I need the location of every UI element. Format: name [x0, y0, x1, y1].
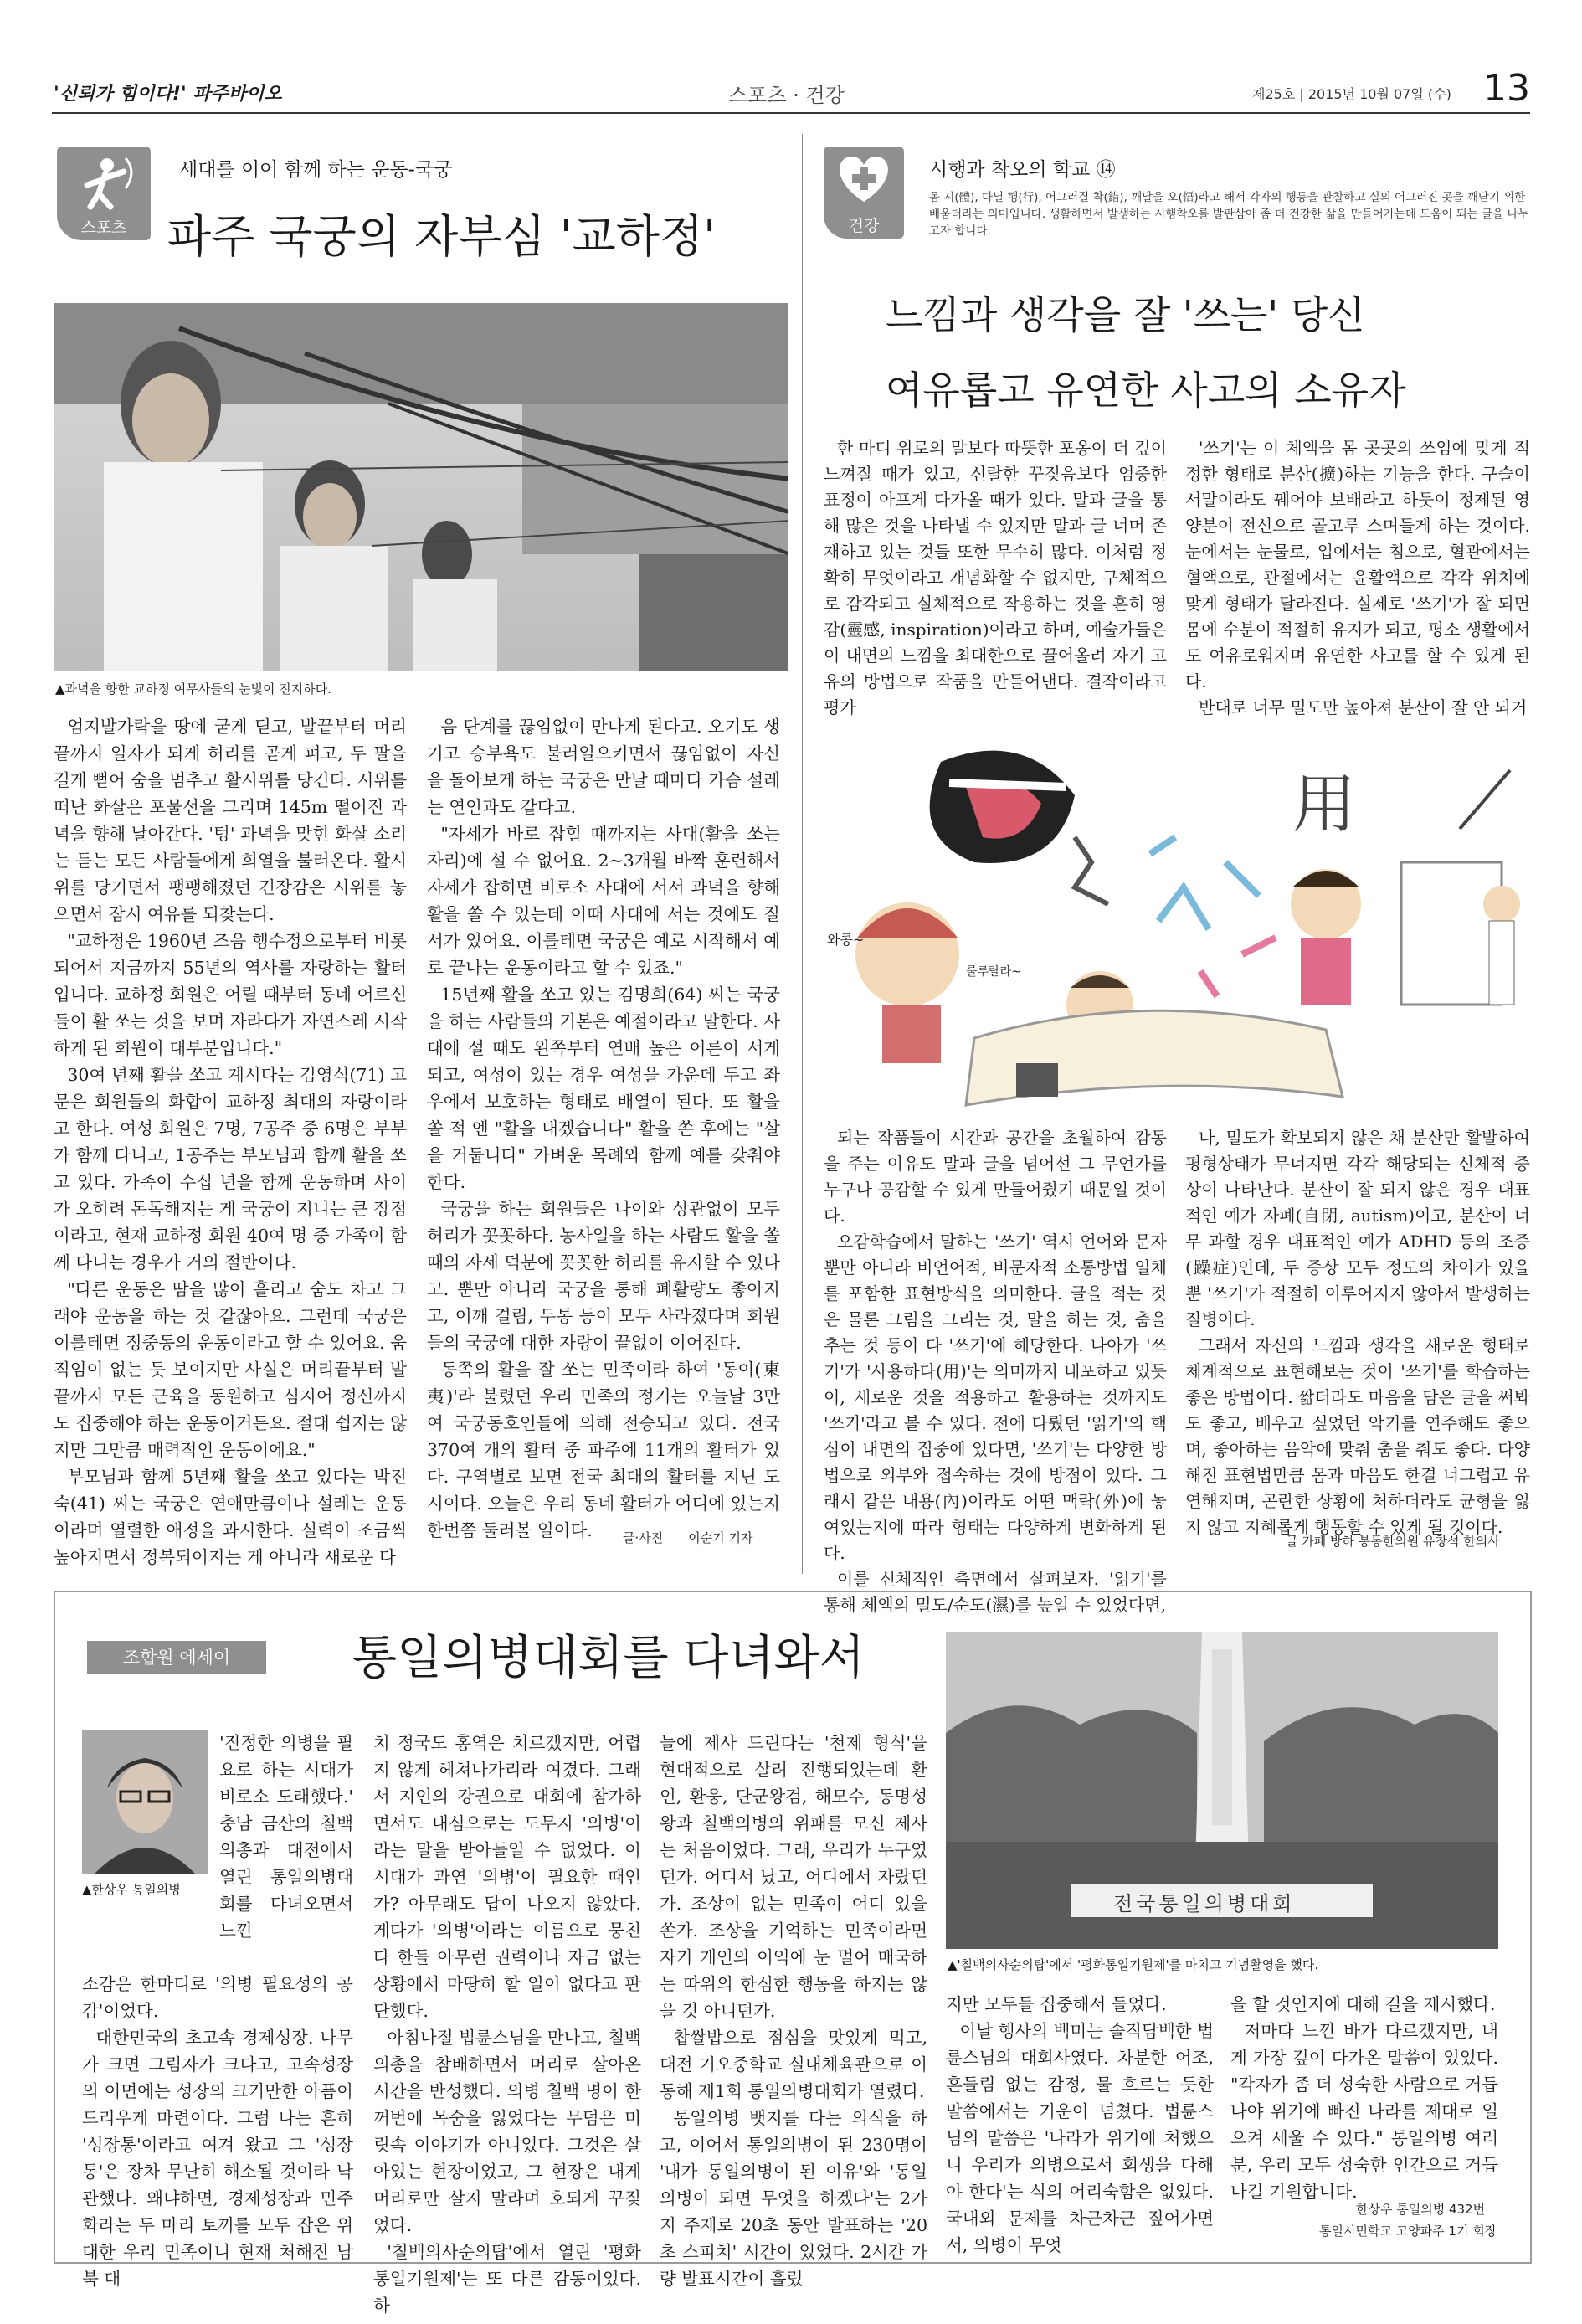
essay-column-3	[660, 1730, 927, 2292]
archer-icon	[57, 147, 151, 213]
health-column-2	[1185, 435, 1530, 721]
essay-column-5	[1230, 1991, 1498, 2205]
essay-headline: 통일의병대회를 다녀와서	[352, 1631, 865, 1685]
health-intro: 몸 시(體), 다닐 행(行), 어그러질 착(錯), 깨달을 오(悟)라고 해서 각자의 행동을 관찰하고 실의 어그러진 곳을 깨닫기 위한 배움터라는 의미입니다. 생활하면서 발생하는 시행착오를 발판삼아 좀 더 건강한 삶을 만들어가는데 도움이 되는 글을 나누고자 합니다.	[929, 191, 1529, 238]
sports-paragraph: 15년째 활을 쏘고 있는 김명희(64) 씨는 국궁을 하는 사람들의 기본은 예절이라고 말한다. 사대에 설 때도 왼쪽부터 연배 높은 어른이 서게 되고, 여성이 있는 경우 여성을 가운데 두고 좌우에서 보호하는 형태로 배열이 된다. 또 활을 쏠 적 엔 "활을 내겠습니다" 활을 쏜 후에는 "살을 거둡니다" 가벼운 목례와 함께 예를 갖춰야 한다.	[427, 985, 780, 1192]
essay-paragraph: 늘에 제사 드린다는 '천제 형식'을 현대적으로 살려 진행되었는데 환인, 환웅, 단군왕검, 해모수, 동명성왕과 칠백의병의 위패를 모신 제사는 처음이었다. 그래, 우리가 누구였던가. 어디서 났고, 어디에서 자랐던가. 조상이 없는 민족이 어디 있을 쏜가. 조상을 기억하는 민족이라면 자기 개인의 이익에 눈 멀어 매국하는 따위의 한심한 행동을 하지는 않을 것 아니던가.	[660, 1733, 927, 2021]
essay-signature-2: 통일시민학교 고양파주 1기 회장	[1319, 2224, 1497, 2239]
sports-column-1	[54, 713, 407, 1571]
essay-paragraph: 을 할 것인지에 대해 길을 제시했다.	[1230, 1994, 1496, 2014]
health-column-3	[824, 1125, 1167, 1618]
essay-paragraph: 치 정국도 홍역은 치르겠지만, 어렵지 않게 헤쳐나가리라 여겼다. 그래서 지인의 강권으로 대회에 참가하면서도 내심으로는 도무지 '의병'이라는 말을 받아들일 수 없었다. 이 시대가 과연 '의병'이 필요한 때인가? 아무래도 답이 나오지 않았다. 게다가 '의병'이라는 이름으로 뭉친다 한들 아무런 권력이나 자금 없는 상황에서 마땅히 할 일이 없다고 판단했다.	[373, 1733, 641, 2021]
sports-headline: 파주 국궁의 자부심 '교하정'	[167, 210, 716, 263]
essay-signature-1: 한상우 통일의병 432번	[1356, 2202, 1486, 2217]
writing-illustration	[824, 737, 1530, 1113]
health-paragraph: 오감학습에서 말하는 '쓰기' 역시 언어와 문자뿐만 아니라 비언어적, 비문자적 소통방법 일체를 포함한 표현방식을 의미한다. 글을 적는 것은 물론 그림을 그리는 것, 말을 하는 것, 춤을 추는 것 등이 다 '쓰기'에 해당한다. 나아가 '쓰기'가 '사용하다(用)'는 의미까지 내포하고 있듯이, 새로운 것을 적용하고 활용하는 것까지도 '쓰기'라고 볼 수 있다. 전에 다뤘던 '읽기'의 핵심이 내면의 집중에 있다면, '쓰기'는 다양한 방법으로 외부와 접속하는 것에 방점이 있다. 그래서 같은 내용(內)이라도 어떤 맥락(外)에 놓여있는지에 따라 형태는 다양하게 변화하게 된다.	[824, 1231, 1167, 1563]
sports-paragraph: 부모님과 함께 5년째 활을 쏘고 있다는 박진숙(41) 씨는 국궁은 연애만큼이나 설레는 운동이라며 열렬한 애정을 과시한다. 실력이 조금씩 높아지면서 정복되어지는 게 아니라 새로운 다	[54, 1467, 407, 1567]
health-paragraph: 되는 작품들이 시간과 공간을 초월하여 감동을 주는 이유도 말과 글을 넘어선 그 무언가를 누구나 공감할 수 있게 만들어줬기 때문일 것이다.	[824, 1128, 1167, 1226]
archery-photo-caption: ▲과녁을 향한 교하정 여무사들의 눈빛이 진지하다.	[55, 681, 331, 697]
health-paragraph: 한 마디 위로의 말보다 따뜻한 포옹이 더 깊이 느껴질 때가 있고, 신랄한 꾸짖음보다 엄중한 표정이 아프게 다가올 때가 있다. 말과 글을 통해 많은 것을 나타낼 수 있지만 말과 글 너머 존재하고 있는 것들 또한 무수히 많다. 이처럼 정확히 무엇이라고 개념화할 수 없지만, 구체적으로 감각되고 실체적으로 작용하는 것을 흔히 영감(靈感, inspiration)이라고 하며, 예술가들은 이 내면의 느낌을 최대한으로 끌어올려 자기 고유의 방법으로 작품을 만들어낸다. 결작이라고 평가	[824, 438, 1167, 717]
rally-group-photo	[946, 1632, 1498, 1949]
sports-badge-label: 스포츠	[80, 219, 127, 237]
health-badge-label: 건강	[848, 217, 880, 235]
essay-paragraph: '진정한 의병을 필요로 하는 시대가 비로소 도래했다.' 충남 금산의 칠백의총과 대전에서 열린 통일의병대회를 다녀오면서 느낀	[219, 1733, 353, 1941]
sports-paragraph: 동쪽의 활을 잘 쏘는 민족이라 하여 '동이(東夷)'라 불렸던 우리 민족의 정기는 오늘날 3만여 국궁동호인들에 의해 전승되고 있다. 전국 370여 개의 활터 중 파주에 11개의 활터가 있다. 구역별로 보면 전국 최대의 활터를 지닌 도시이다. 오늘은 우리 동네 활터가 어디에 있는지 한번쯤 둘러볼 일이다.	[427, 1360, 780, 1540]
rally-photo-caption: ▲'칠백의사순의탑'에서 '평화통일기원제'를 마치고 기념촬영을 했다.	[948, 1957, 1319, 1972]
author-portrait-caption: ▲한상우 통일의병	[82, 1882, 181, 1897]
essay-paragraph: 이날 행사의 백미는 솔직담백한 법륜스님의 대회사였다. 차분한 어조, 흔들림 없는 감정, 물 흐르는 듯한 말씀에서는 기운이 넘쳤다. 법륜스님의 말씀은 '나라가 위기에 처했으니 우리가 의병으로서 회생을 다해야 한다'는 식의 어리숙함은 없었다. 국내외 문제를 차근차근 짚어가면서, 의병이 무엇	[946, 2021, 1214, 2255]
essay-paragraph: 소감은 한마디로 '의병 필요성의 공감'이었다.	[82, 1974, 353, 2021]
health-paragraph: 이를 신체적인 측면에서 살펴보자. '읽기'를 통해 체액의 밀도/순도(濕)를 높일 수 있었다면,	[824, 1569, 1167, 1615]
essay-paragraph: 찹쌀밥으로 점심을 맛있게 먹고, 대전 기오중학교 실내체육관으로 이동해 제1회 통일의병대회가 열렸다.	[660, 2028, 927, 2101]
sports-kicker: 세대를 이어 함께 하는 운동-국궁	[179, 159, 453, 181]
masthead-slogan: '신뢰가 힘이다!' 파주바이오	[54, 84, 282, 105]
health-byline: 글 카페 방하 봉동한의원 유창석 한의사	[1286, 1534, 1500, 1549]
sports-paragraph: "자세가 바로 잡힐 때까지는 사대(활을 쏘는 자리)에 설 수 없어요. 2~3개월 바짝 훈련해서 자세가 잡히면 비로소 사대에 서서 과녁을 향해 활을 쏠 수 있는데 이때 사대에 서는 것에도 질서가 있어요. 이를테면 국궁은 예로 시작해서 예로 끝나는 운동이라고 할 수 있죠."	[427, 824, 780, 978]
essay-paragraph: 저마다 느낀 바가 다르겠지만, 내게 가장 깊이 다가온 말씀이 있었다. "각자가 좀 더 성숙한 사람으로 거듭나야 위기에 빠진 나라를 제대로 일으켜 세울 수 있다." 통일의병 여러분, 우리 모두 성숙한 인간으로 거듭나길 기원합니다.	[1230, 2021, 1498, 2202]
sports-byline: 글·사진 이순기 기자	[623, 1530, 753, 1545]
illustration-laugh-text: 와콩~	[827, 932, 865, 948]
health-headline-2: 여유롭고 유연한 사고의 소유자	[886, 368, 1406, 413]
health-paragraph: 나, 밀도가 확보되지 않은 채 분산만 활발하여 평형상태가 무너지면 각각 해당되는 신체적 증상이 나타난다. 분산이 잘 되지 않은 경우 대표적인 예가 자폐(自閉, autism)이고, 분산이 너무 과할 경우 대표적인 예가 ADHD 등의 조증(躁症)인데, 두 증상 모두 정도의 차이가 있을 뿐 '쓰기'가 적절히 이루어지지 않아서 발생하는 질병이다.	[1185, 1128, 1530, 1329]
masthead-rule	[52, 112, 1530, 114]
sports-paragraph: 엄지발가락을 땅에 굳게 딛고, 발끝부터 머리끝까지 일자가 되게 허리를 곧게 펴고, 두 팔을 길게 뻗어 숨을 멈추고 활시위를 당긴다. 시위를 떠난 화살은 포물선을 그리며 145m 떨어진 과녁을 향해 날아간다. '텅' 과녁을 맞힌 화살 소리는 듣는 모든 사람들에게 희열을 불러온다. 활시위를 당기면서 팽팽해졌던 긴장감은 시위를 놓으면서 잠시 여유를 되찾는다.	[54, 717, 407, 924]
sports-paragraph: 음 단계를 끊임없이 만나게 된다고. 오기도 생기고 승부욕도 불러일으키면서 끊임없이 자신을 돌아보게 하는 국궁은 만날 때마다 가슴 설레는 연인과도 같다고.	[427, 717, 780, 817]
essay-paragraph: 대한민국의 초고속 경제성장. 나무가 크면 그림자가 크다고, 고속성장의 이면에는 성장의 크기만한 아픔이 드리우게 마련이다. 그럼 나는 흔히 '성장통'이라고 여겨 왔고 그 '성장통'은 장차 무난히 해소될 것이라 낙관했다. 왜냐하면, 경제성장과 민주화라는 두 마리 토끼를 모두 잡은 위대한 우리 민족이니 현재 처해진 남북 대	[82, 2028, 353, 2289]
essay-column-4	[946, 1991, 1214, 2259]
essay-paragraph: '칠백의사순의탑'에서 열린 '평화통일기원제'는 또 다른 감동이었다. 하	[373, 2242, 641, 2316]
archery-photo	[54, 303, 788, 671]
rally-banner-text: 전국통일의병대회	[1113, 1892, 1296, 1915]
health-paragraph: '쓰기'는 이 체액을 몸 곳곳의 쓰임에 맞게 적정한 형태로 분산(擴)하는 기능을 한다. 구슬이 서말이라도 꿰어야 보배라고 하듯이 정제된 영양분이 전신으로 골고루 스며들게 하는 것이다. 눈에서는 눈물로, 입에서는 침으로, 혈관에서는 혈액으로, 관절에서는 윤활액으로 각각 위치에 맞게 형태가 달라진다. 실제로 '쓰기'가 잘 되면 몸에 수분이 적절히 유지가 되고, 평소 생활에서도 여유로워지며 유연한 사고를 할 수 있게 된다.	[1185, 438, 1530, 692]
illustration-rabbit-text: 룰루랄라~	[966, 965, 1021, 979]
essay-paragraph: 지만 모두들 집중해서 들었다.	[946, 1994, 1167, 2014]
health-column-1	[824, 435, 1167, 721]
health-badge	[824, 147, 904, 239]
sports-paragraph: 30여 년째 활을 쏘고 계시다는 김영식(71) 고문은 회원들의 화합이 교하정 최대의 자랑이라고 한다. 여성 회원은 7명, 7공주 중 6명은 부부가 함께 다니고, 1공주는 부모님과 함께 활을 쏘고 있다. 가족이 수십 년을 함께 운동하며 사이가 오히려 돈독해지는 게 국궁이 지니는 큰 장점이라고, 현재 교하정 회원 40여 명 중 가족이 함께 다니는 경우가 거의 절반이다.	[54, 1065, 407, 1273]
column-divider	[802, 134, 803, 1574]
author-portrait-image	[82, 1730, 208, 1874]
issue-date: 제25호 | 2015년 10월 07일 (수)	[1252, 86, 1451, 102]
essay-badge: 조합원 에세이	[87, 1641, 266, 1674]
author-portrait	[82, 1730, 208, 1874]
sports-badge	[57, 147, 151, 240]
health-headline-1: 느낌과 생각을 잘 '쓰는' 당신	[886, 292, 1365, 337]
essay-column-1	[82, 1971, 353, 2292]
sports-paragraph: 국궁을 하는 회원들은 나이와 상관없이 모두 허리가 꼿꼿하다. 농사일을 하는 사람도 활을 쏠 때의 자세 덕분에 꼿꼿한 허리를 유지할 수 있다고. 뿐만 아니라 국궁을 통해 폐활량도 좋아지고, 어깨 결림, 두통 등이 모두 사라졌다며 회원들의 국궁에 대한 자랑이 끝없이 이어진다.	[427, 1199, 780, 1353]
health-paragraph: 그래서 자신의 느낌과 생각을 새로운 형태로 체계적으로 표현해보는 것이 '쓰기'를 학습하는 좋은 방법이다. 짧더라도 마음을 담은 글을 써봐도 좋고, 배우고 싶었던 악기를 연주해도 좋으며, 좋아하는 음악에 맞춰 춤을 춰도 좋다. 다양해진 표현법만큼 몸과 마음도 한결 너그럽고 유연해지며, 곤란한 상황에 처하더라도 균형을 잃지 않고 지혜롭게 행동할 수 있게 될 것이다.	[1185, 1335, 1530, 1537]
page-number: 13	[1483, 67, 1530, 110]
illustration-yong-char: 用	[1292, 767, 1356, 841]
essay-column-2	[373, 1730, 641, 2319]
essay-paragraph: 아침나절 법륜스님을 만나고, 칠백의총을 참배하면서 머리로 살아온 시간을 반성했다. 의병 칠백 명이 한꺼번에 목숨을 잃었다는 무덤은 머릿속 이야기가 아니었다. 그것은 살아있는 현장이었고, 그 현장은 내게 머리로만 살지 말라며 호되게 꾸짖었다.	[373, 2028, 641, 2235]
essay-column-1-top	[219, 1730, 353, 1944]
essay-paragraph: 통일의병 뱃지를 다는 의식을 하고, 이어서 통일의병이 된 230명이 '내가 통일의병이 된 이유'와 '통일의병이 되면 무엇을 하겠다'는 2가지 주제로 20초 동안 발표하는 '20초 스피치' 시간이 있었다. 2시간 가량 발표시간이 흘렀	[660, 2108, 927, 2289]
sports-paragraph: "다른 운동은 땀을 많이 흘리고 숨도 차고 그래야 운동을 하는 것 같잖아요. 그런데 국궁은 이를테면 정중동의 운동이라고 할 수 있어요. 움직임이 없는 듯 보이지만 사실은 머리끝부터 발끝까지 모든 근육을 동원하고 심지어 정신까지도 집중해야 하는 운동이거든요. 절대 쉽지는 않지만 그만큼 매력적인 운동이에요."	[54, 1279, 407, 1460]
health-series-title: 시행과 착오의 학교 ⑭	[929, 159, 1116, 181]
writing-illustration-art	[824, 737, 1530, 1113]
health-column-4	[1185, 1125, 1530, 1540]
archery-photo-image	[54, 303, 788, 671]
section-title: 스포츠 · 건강	[728, 84, 845, 107]
sports-column-2	[427, 713, 780, 1544]
heart-cross-icon	[824, 148, 904, 208]
health-paragraph: 반대로 너무 밀도만 높아져 분산이 잘 안 되거	[1199, 697, 1528, 717]
sports-paragraph: "교하정은 1960년 즈음 행수정으로부터 비롯되어서 지금까지 55년의 역사를 자랑하는 활터입니다. 교하정 회원은 어릴 때부터 동네 어르신들이 활 쏘는 것을 보며 자라다가 자연스레 시작하게 된 회원이 대부분입니다."	[54, 931, 407, 1058]
